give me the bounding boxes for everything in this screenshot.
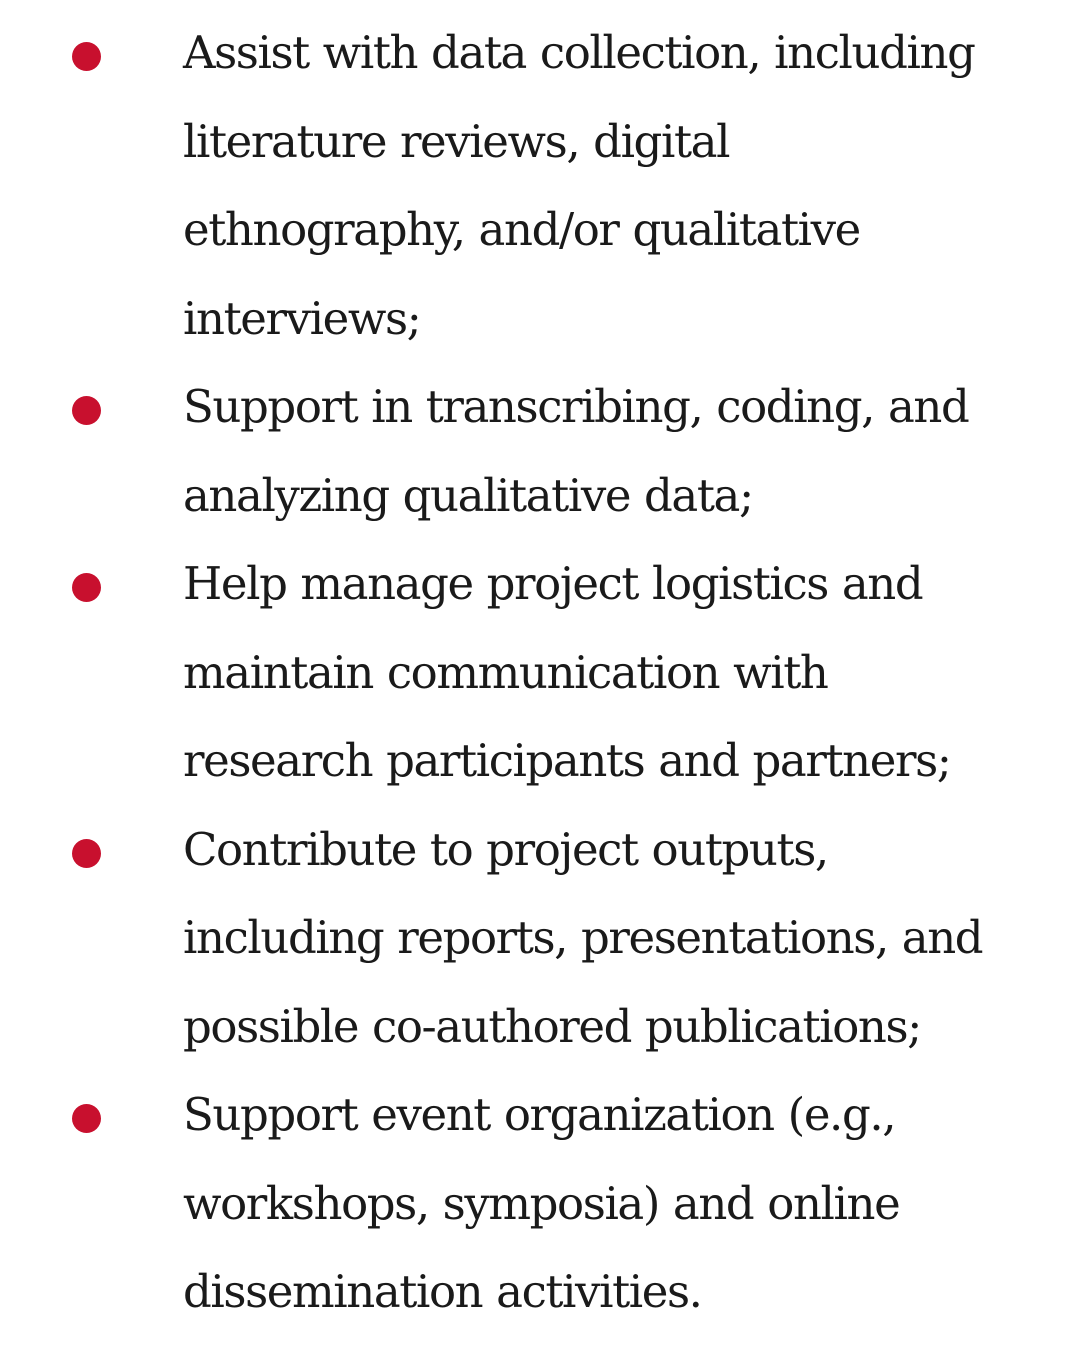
text-line: maintain communication with [183, 645, 828, 699]
list-item-text [183, 1071, 1040, 1337]
list-item-text [183, 9, 1040, 363]
text-line: Support in transcribing, coding, and [183, 380, 969, 433]
text-line: dissemination activities. [183, 1265, 702, 1318]
list-item [0, 9, 1080, 363]
list-item [0, 363, 1080, 540]
bullet-dot-icon [72, 396, 101, 425]
list-item-text [183, 806, 1040, 1072]
responsibilities-list [0, 9, 1080, 1337]
text-line: research participants and partners; [183, 734, 951, 787]
text-line: Support event organization (e.g., [183, 1088, 896, 1141]
list-item [0, 806, 1080, 1072]
list-item [0, 540, 1080, 806]
bullet-dot-icon [72, 573, 101, 602]
text-line: Assist with data collection, including [183, 26, 975, 79]
text-line: ethnography, and/or qualitative [183, 203, 860, 256]
list-item [0, 1071, 1080, 1337]
text-line: possible co-authored publications; [183, 999, 921, 1053]
text-line: including reports, presentations, and [183, 911, 983, 964]
text-line: Help manage project logistics and [183, 557, 923, 610]
bullet-dot-icon [72, 839, 101, 868]
text-line: workshops, symposia) and online [183, 1176, 900, 1230]
bullet-dot-icon [72, 1104, 101, 1133]
list-item-text [183, 363, 1040, 540]
text-line: interviews; [183, 291, 421, 345]
list-item-text [183, 540, 1040, 806]
text-line: analyzing qualitative data; [183, 468, 753, 522]
bullet-dot-icon [72, 42, 101, 71]
text-line: Contribute to project outputs, [183, 822, 828, 876]
text-line: literature reviews, digital [183, 114, 730, 168]
